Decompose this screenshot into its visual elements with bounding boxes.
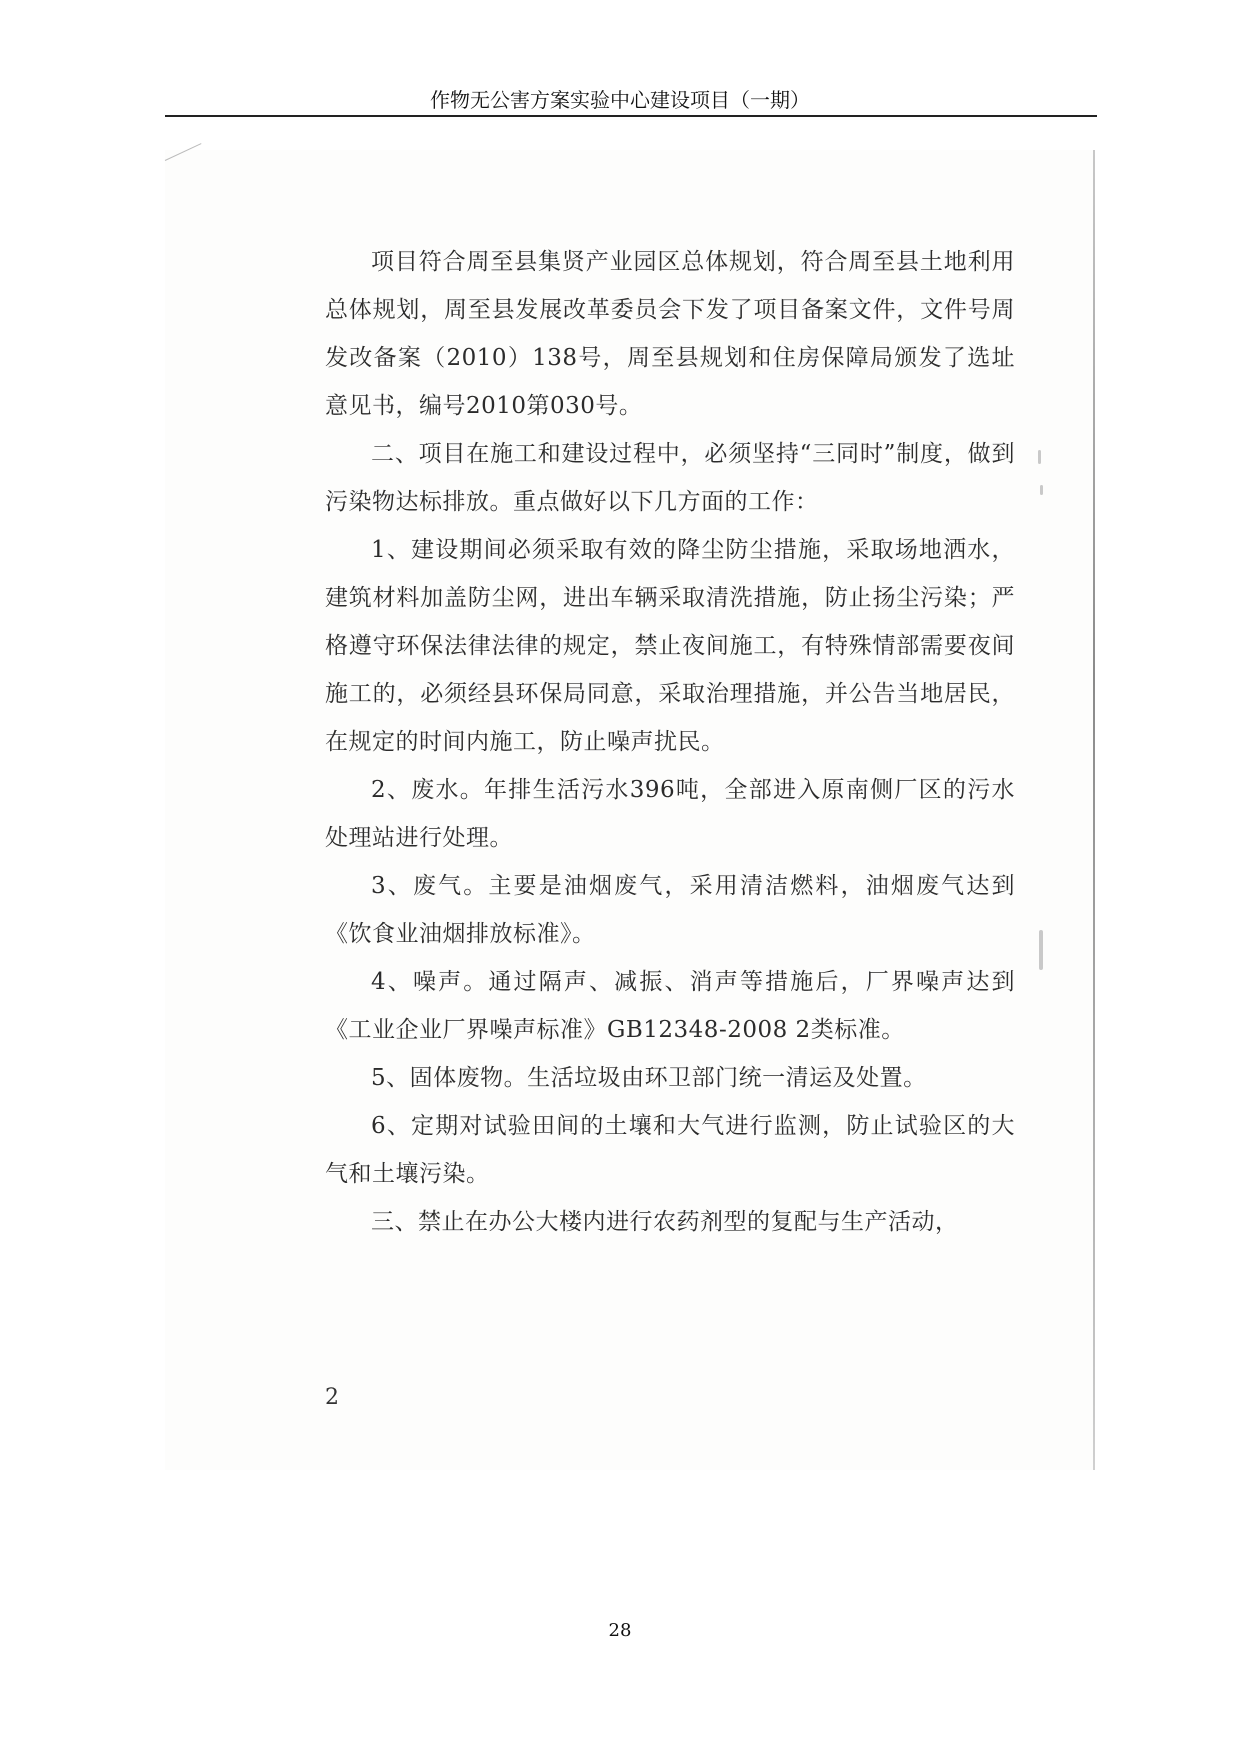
paragraph-9: 三、禁止在办公大楼内进行农药剂型的复配与生产活动， xyxy=(371,1209,959,1235)
scan-corner-mark xyxy=(165,143,202,161)
paragraph-5: 3、废气。主要是油烟废气，采用清洁燃料，油烟废气达到《饮食业油烟排放标准》。 xyxy=(325,873,1015,947)
paragraph-2: 二、项目在施工和建设过程中，必须坚持“三同时”制度，做到污染物达标排放。重点做好以下几方面的工作： xyxy=(325,441,1015,515)
paragraph-7: 5、固体废物。生活垃圾由环卫部门统一清运及处置。 xyxy=(371,1065,927,1091)
scan-speck xyxy=(1038,450,1041,464)
document-header-title: 作物无公害方案实验中心建设项目（一期） xyxy=(430,88,810,112)
paragraph-6: 4、噪声。通过隔声、减振、消声等措施后，厂界噪声达到《工业企业厂界噪声标准》GB12348-2008 2类标准。 xyxy=(325,969,1015,1043)
scan-edge-shadow xyxy=(1093,150,1095,1470)
scan-page-number: 2 xyxy=(325,1385,339,1410)
header-divider xyxy=(165,115,1097,117)
scan-speck xyxy=(1039,930,1043,970)
paragraph-1: 项目符合周至县集贤产业园区总体规划，符合周至县土地利用总体规划，周至县发展改革委员会下发了项目备案文件，文件号周发改备案（2010）138号，周至县规划和住房保障局颁发了选址意见书，编号2010第030号。 xyxy=(325,249,1015,419)
paragraph-4: 2、废水。年排生活污水396吨，全部进入原南侧厂区的污水处理站进行处理。 xyxy=(325,777,1015,851)
paragraph-8: 6、定期对试验田间的土壤和大气进行监测，防止试验区的大气和土壤污染。 xyxy=(325,1113,1015,1187)
body-text xyxy=(325,238,1015,1246)
paragraph-3: 1、建设期间必须采取有效的降尘防尘措施，采取场地洒水，建筑材料加盖防尘网，进出车辆采取清洗措施，防止扬尘污染；严格遵守环保法律法律的规定，禁止夜间施工，有特殊情部需要夜间施工的，必须经县环保局同意，采取治理措施，并公告当地居民，在规定的时间内施工，防止噪声扰民。 xyxy=(325,537,1015,755)
scan-speck xyxy=(1040,485,1043,495)
footer-page-number: 28 xyxy=(608,1620,632,1641)
scanned-page xyxy=(165,150,1095,1470)
